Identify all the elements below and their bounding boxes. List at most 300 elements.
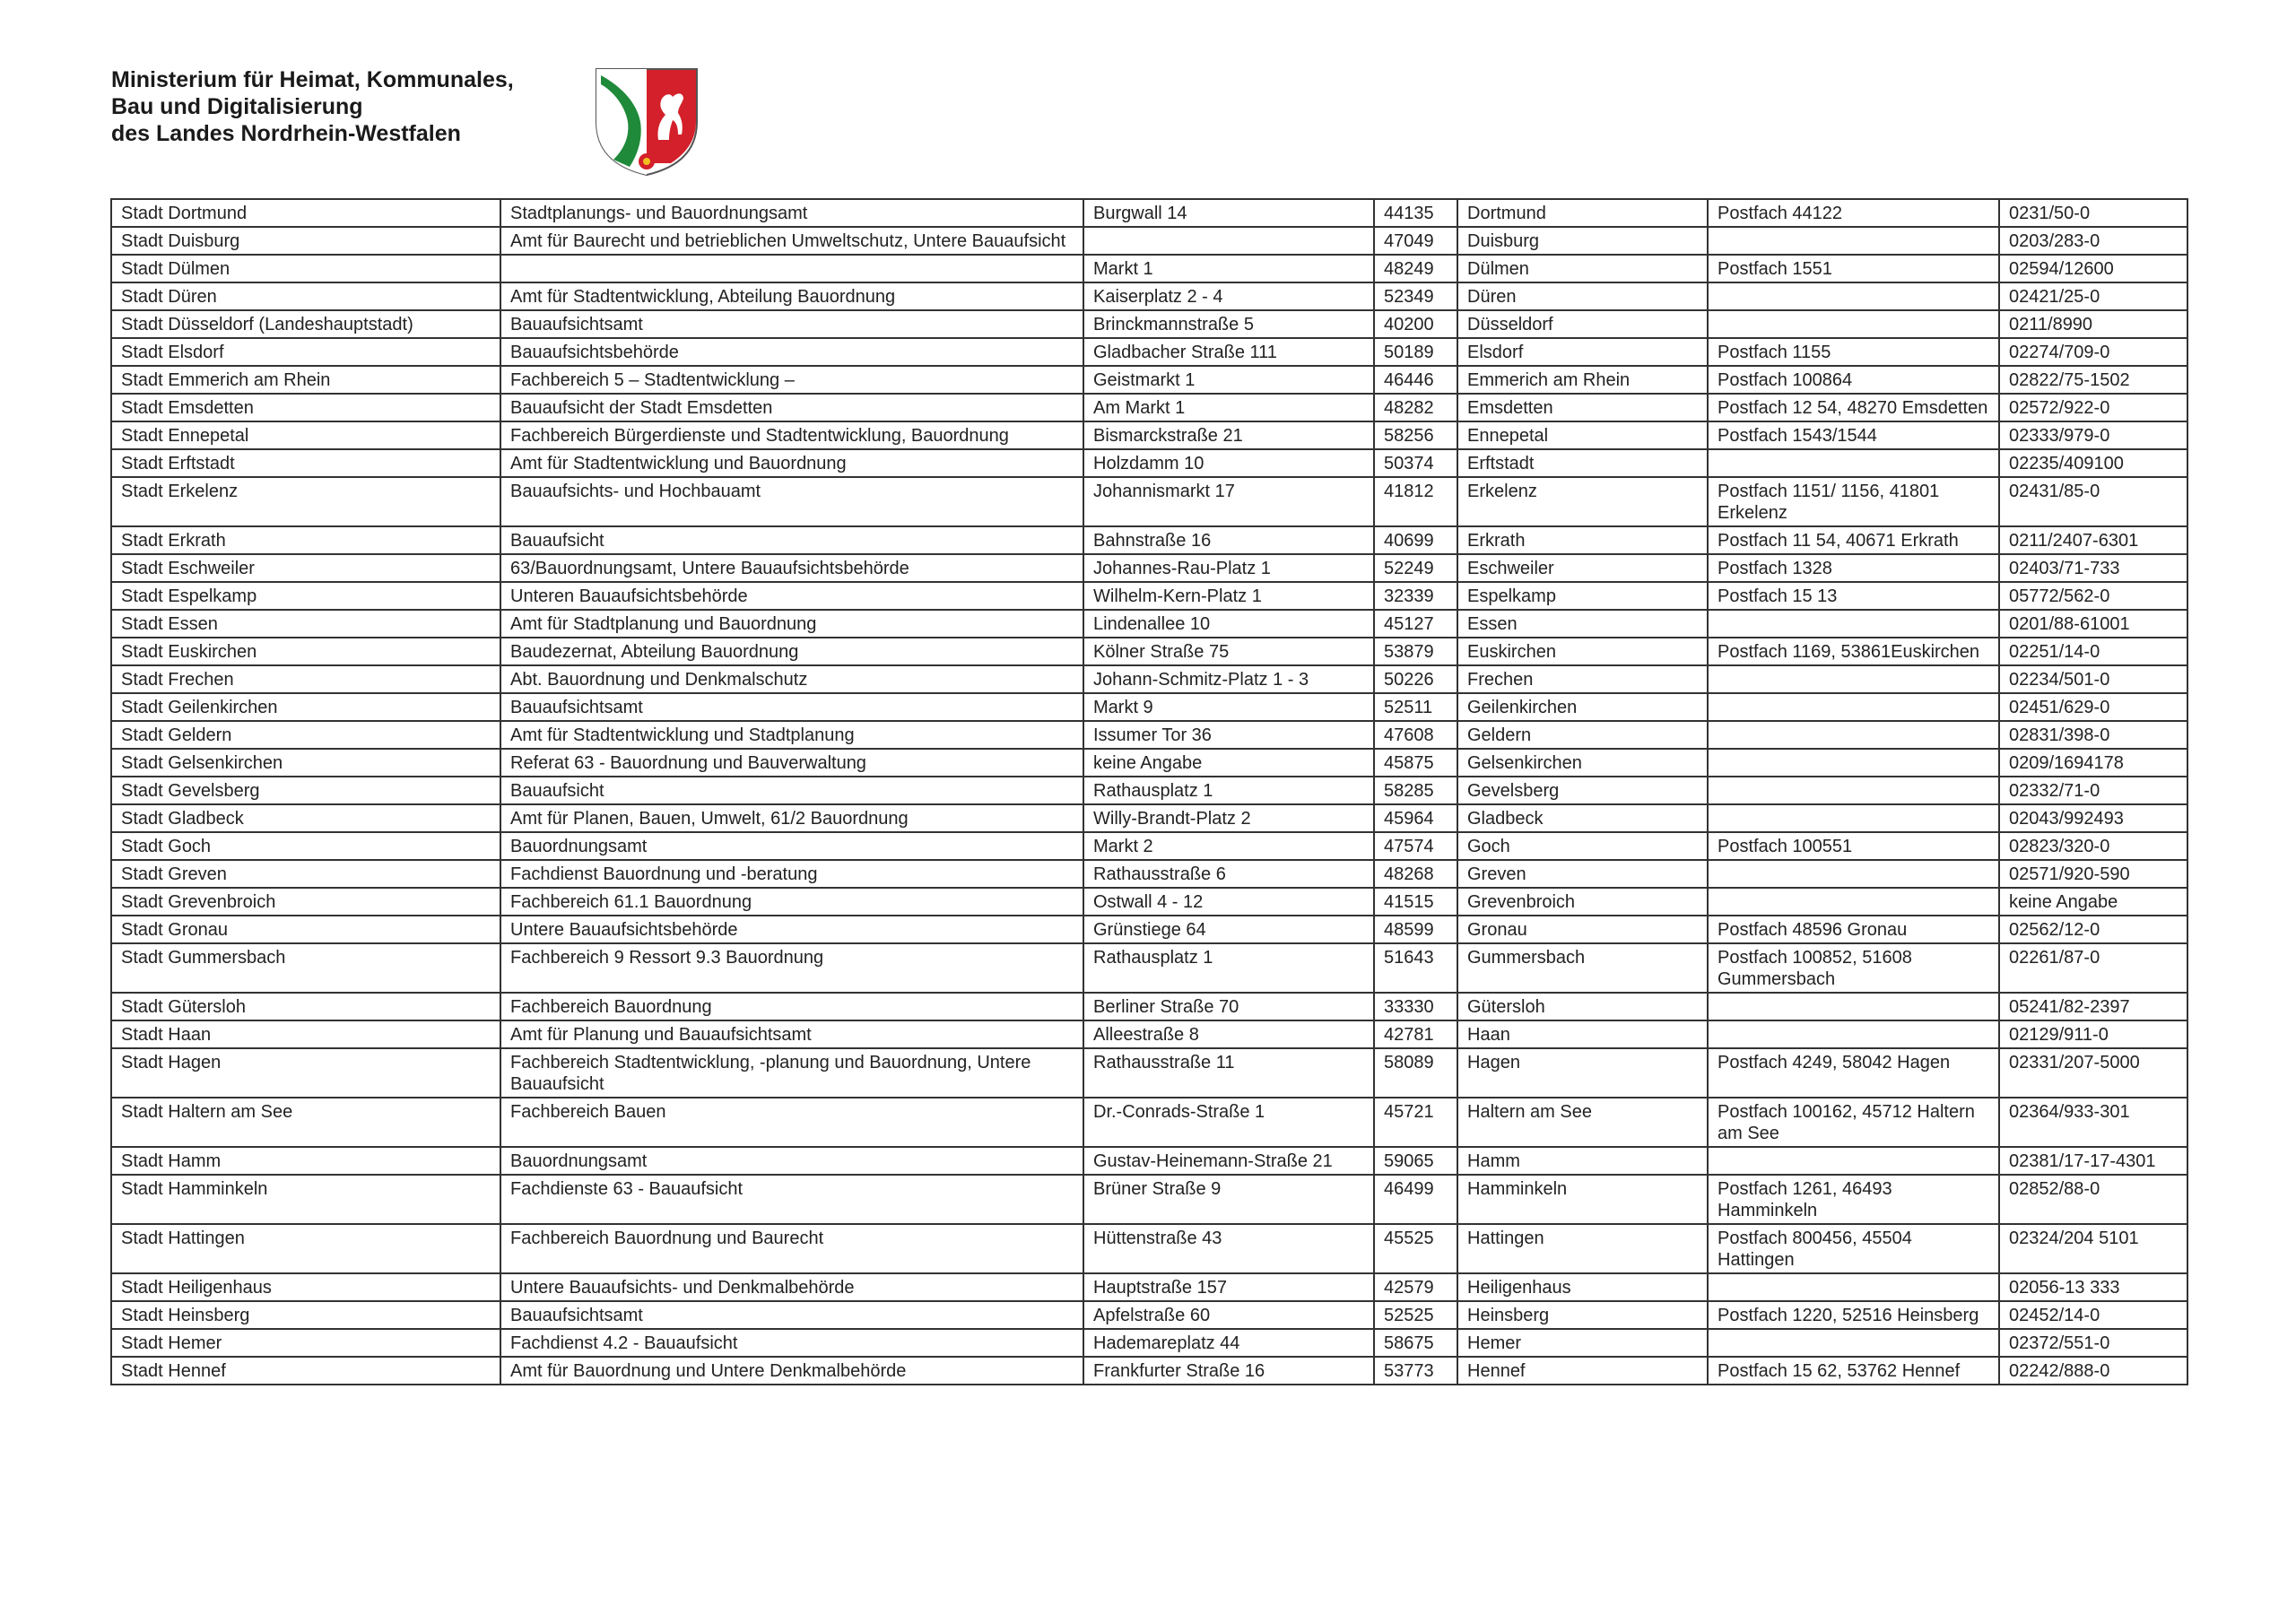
city-cell: Stadt Erftstadt: [111, 449, 500, 477]
ministry-name-line-2: Bau und Digitalisierung: [111, 94, 363, 119]
department-cell: Fachbereich Bürgerdienste und Stadtentwicklung, Bauordnung: [500, 421, 1083, 449]
town-cell: Duisburg: [1457, 227, 1708, 255]
table-row: [111, 832, 2187, 860]
street-cell: Rathausplatz 1: [1083, 777, 1374, 804]
postbox-cell: [1708, 804, 1999, 832]
postbox-cell: [1708, 610, 1999, 638]
postbox-cell: Postfach 44122: [1708, 199, 1999, 227]
town-cell: Gronau: [1457, 916, 1708, 943]
table-row: [111, 693, 2187, 721]
town-cell: Erkrath: [1457, 526, 1708, 554]
table-row: [111, 255, 2187, 282]
department-cell: Amt für Baurecht und betrieblichen Umweltschutz, Untere Bauaufsicht: [500, 227, 1083, 255]
city-cell: Stadt Duisburg: [111, 227, 500, 255]
street-cell: Lindenallee 10: [1083, 610, 1374, 638]
department-cell: Amt für Planen, Bauen, Umwelt, 61/2 Bauordnung: [500, 804, 1083, 832]
street-cell: Berliner Straße 70: [1083, 993, 1374, 1020]
town-cell: Erftstadt: [1457, 449, 1708, 477]
postal-code-cell: 33330: [1374, 993, 1457, 1020]
phone-cell: 02572/922-0: [1999, 394, 2187, 421]
nrw-coat-of-arms-icon: [594, 66, 700, 178]
postbox-cell: Postfach 4249, 58042 Hagen: [1708, 1048, 1999, 1098]
postal-code-cell: 46446: [1374, 366, 1457, 394]
table-row: [111, 554, 2187, 582]
town-cell: Gevelsberg: [1457, 777, 1708, 804]
table-row: [111, 394, 2187, 421]
table-row: [111, 749, 2187, 777]
postbox-cell: [1708, 310, 1999, 338]
department-cell: Bauaufsicht: [500, 777, 1083, 804]
postbox-cell: Postfach 1169, 53861Euskirchen: [1708, 638, 1999, 665]
table-row: [111, 366, 2187, 394]
postal-code-cell: 42579: [1374, 1273, 1457, 1301]
city-cell: Stadt Gelsenkirchen: [111, 749, 500, 777]
street-cell: Willy-Brandt-Platz 2: [1083, 804, 1374, 832]
table-row: [111, 804, 2187, 832]
department-cell: Untere Bauaufsichtsbehörde: [500, 916, 1083, 943]
postbox-cell: [1708, 1273, 1999, 1301]
city-cell: Stadt Haan: [111, 1020, 500, 1048]
town-cell: Haltern am See: [1457, 1098, 1708, 1147]
postal-code-cell: 41812: [1374, 477, 1457, 526]
city-cell: Stadt Erkrath: [111, 526, 500, 554]
department-cell: Amt für Stadtplanung und Bauordnung: [500, 610, 1083, 638]
phone-cell: 02332/71-0: [1999, 777, 2187, 804]
town-cell: Dortmund: [1457, 199, 1708, 227]
phone-cell: 02234/501-0: [1999, 665, 2187, 693]
table-row: [111, 199, 2187, 227]
department-cell: Bauaufsichtsamt: [500, 310, 1083, 338]
town-cell: Grevenbroich: [1457, 888, 1708, 916]
street-cell: Bahnstraße 16: [1083, 526, 1374, 554]
postal-code-cell: 41515: [1374, 888, 1457, 916]
postbox-cell: Postfach 12 54, 48270 Emsdetten: [1708, 394, 1999, 421]
postbox-cell: [1708, 1329, 1999, 1357]
department-cell: Untere Bauaufsichts- und Denkmalbehörde: [500, 1273, 1083, 1301]
phone-cell: 05772/562-0: [1999, 582, 2187, 610]
table-row: [111, 665, 2187, 693]
postal-code-cell: 47574: [1374, 832, 1457, 860]
town-cell: Ennepetal: [1457, 421, 1708, 449]
phone-cell: 02571/920-590: [1999, 860, 2187, 888]
street-cell: Gustav-Heinemann-Straße 21: [1083, 1147, 1374, 1175]
city-cell: Stadt Ennepetal: [111, 421, 500, 449]
postal-code-cell: 50374: [1374, 449, 1457, 477]
phone-cell: 02333/979-0: [1999, 421, 2187, 449]
street-cell: Markt 1: [1083, 255, 1374, 282]
street-cell: Markt 2: [1083, 832, 1374, 860]
street-cell: Geistmarkt 1: [1083, 366, 1374, 394]
table-row: [111, 721, 2187, 749]
table-row: [111, 610, 2187, 638]
street-cell: Hademareplatz 44: [1083, 1329, 1374, 1357]
department-cell: Fachbereich Bauordnung: [500, 993, 1083, 1020]
phone-cell: keine Angabe: [1999, 888, 2187, 916]
city-cell: Stadt Gevelsberg: [111, 777, 500, 804]
street-cell: Alleestraße 8: [1083, 1020, 1374, 1048]
postbox-cell: Postfach 15 62, 53762 Hennef: [1708, 1357, 1999, 1385]
phone-cell: 02251/14-0: [1999, 638, 2187, 665]
phone-cell: 02324/204 5101: [1999, 1224, 2187, 1273]
table-row: [111, 310, 2187, 338]
phone-cell: 02852/88-0: [1999, 1175, 2187, 1224]
city-cell: Stadt Goch: [111, 832, 500, 860]
table-row: [111, 1175, 2187, 1224]
city-cell: Stadt Hamminkeln: [111, 1175, 500, 1224]
city-cell: Stadt Hagen: [111, 1048, 500, 1098]
postbox-cell: Postfach 11 54, 40671 Erkrath: [1708, 526, 1999, 554]
department-cell: Abt. Bauordnung und Denkmalschutz: [500, 665, 1083, 693]
phone-cell: 02822/75-1502: [1999, 366, 2187, 394]
postal-code-cell: 58089: [1374, 1048, 1457, 1098]
department-cell: Fachdienst Bauordnung und -beratung: [500, 860, 1083, 888]
building-authority-directory-table: [110, 198, 2188, 1385]
city-cell: Stadt Hennef: [111, 1357, 500, 1385]
department-cell: Bauaufsichtsamt: [500, 693, 1083, 721]
city-cell: Stadt Emmerich am Rhein: [111, 366, 500, 394]
town-cell: Heinsberg: [1457, 1301, 1708, 1329]
street-cell: Holzdamm 10: [1083, 449, 1374, 477]
town-cell: Gelsenkirchen: [1457, 749, 1708, 777]
department-cell: Fachbereich Bauordnung und Baurecht: [500, 1224, 1083, 1273]
street-cell: Ostwall 4 - 12: [1083, 888, 1374, 916]
phone-cell: 02331/207-5000: [1999, 1048, 2187, 1098]
street-cell: Hüttenstraße 43: [1083, 1224, 1374, 1273]
table-row: [111, 282, 2187, 310]
town-cell: Hattingen: [1457, 1224, 1708, 1273]
table-row: [111, 777, 2187, 804]
postal-code-cell: 50189: [1374, 338, 1457, 366]
postbox-cell: Postfach 100864: [1708, 366, 1999, 394]
phone-cell: 02381/17-17-4301: [1999, 1147, 2187, 1175]
postbox-cell: [1708, 888, 1999, 916]
postbox-cell: [1708, 749, 1999, 777]
postbox-cell: Postfach 1551: [1708, 255, 1999, 282]
postal-code-cell: 42781: [1374, 1020, 1457, 1048]
town-cell: Greven: [1457, 860, 1708, 888]
table-row: [111, 1329, 2187, 1357]
department-cell: Fachbereich Bauen: [500, 1098, 1083, 1147]
postbox-cell: Postfach 1328: [1708, 554, 1999, 582]
department-cell: Unteren Bauaufsichtsbehörde: [500, 582, 1083, 610]
postbox-cell: [1708, 777, 1999, 804]
table-row: [111, 943, 2187, 993]
department-cell: 63/Bauordnungsamt, Untere Bauaufsichtsbehörde: [500, 554, 1083, 582]
postal-code-cell: 50226: [1374, 665, 1457, 693]
table-row: [111, 1301, 2187, 1329]
phone-cell: 02451/629-0: [1999, 693, 2187, 721]
postal-code-cell: 52511: [1374, 693, 1457, 721]
city-cell: Stadt Dülmen: [111, 255, 500, 282]
department-cell: Bauordnungsamt: [500, 832, 1083, 860]
city-cell: Stadt Emsdetten: [111, 394, 500, 421]
street-cell: Gladbacher Straße 111: [1083, 338, 1374, 366]
department-cell: Bauaufsichtsamt: [500, 1301, 1083, 1329]
table-row: [111, 227, 2187, 255]
postbox-cell: [1708, 282, 1999, 310]
department-cell: Bauaufsicht der Stadt Emsdetten: [500, 394, 1083, 421]
street-cell: [1083, 227, 1374, 255]
town-cell: Gladbeck: [1457, 804, 1708, 832]
town-cell: Düren: [1457, 282, 1708, 310]
phone-cell: 02274/709-0: [1999, 338, 2187, 366]
street-cell: Kaiserplatz 2 - 4: [1083, 282, 1374, 310]
postal-code-cell: 51643: [1374, 943, 1457, 993]
table-row: [111, 1224, 2187, 1273]
town-cell: Düsseldorf: [1457, 310, 1708, 338]
postbox-cell: Postfach 1543/1544: [1708, 421, 1999, 449]
postal-code-cell: 40200: [1374, 310, 1457, 338]
postbox-cell: Postfach 1261, 46493 Hamminkeln: [1708, 1175, 1999, 1224]
town-cell: Emmerich am Rhein: [1457, 366, 1708, 394]
postal-code-cell: 45964: [1374, 804, 1457, 832]
postal-code-cell: 48268: [1374, 860, 1457, 888]
phone-cell: 02129/911-0: [1999, 1020, 2187, 1048]
department-cell: Amt für Stadtentwicklung, Abteilung Bauordnung: [500, 282, 1083, 310]
city-cell: Stadt Gronau: [111, 916, 500, 943]
town-cell: Emsdetten: [1457, 394, 1708, 421]
town-cell: Hamm: [1457, 1147, 1708, 1175]
department-cell: Fachbereich Stadtentwicklung, -planung und Bauordnung, Untere Bauaufsicht: [500, 1048, 1083, 1098]
city-cell: Stadt Gummersbach: [111, 943, 500, 993]
town-cell: Geldern: [1457, 721, 1708, 749]
table-row: [111, 1048, 2187, 1098]
postbox-cell: Postfach 800456, 45504 Hattingen: [1708, 1224, 1999, 1273]
city-cell: Stadt Frechen: [111, 665, 500, 693]
postal-code-cell: 48282: [1374, 394, 1457, 421]
phone-cell: 02364/933-301: [1999, 1098, 2187, 1147]
city-cell: Stadt Düren: [111, 282, 500, 310]
table-row: [111, 477, 2187, 526]
postbox-cell: [1708, 1147, 1999, 1175]
street-cell: Brüner Straße 9: [1083, 1175, 1374, 1224]
town-cell: Hamminkeln: [1457, 1175, 1708, 1224]
postbox-cell: [1708, 449, 1999, 477]
postbox-cell: Postfach 1155: [1708, 338, 1999, 366]
department-cell: Bauaufsichtsbehörde: [500, 338, 1083, 366]
table-row: [111, 888, 2187, 916]
town-cell: Dülmen: [1457, 255, 1708, 282]
department-cell: Fachdienste 63 - Bauaufsicht: [500, 1175, 1083, 1224]
department-cell: Baudezernat, Abteilung Bauordnung: [500, 638, 1083, 665]
postal-code-cell: 46499: [1374, 1175, 1457, 1224]
phone-cell: 0211/2407-6301: [1999, 526, 2187, 554]
postal-code-cell: 52249: [1374, 554, 1457, 582]
postal-code-cell: 58675: [1374, 1329, 1457, 1357]
postal-code-cell: 58256: [1374, 421, 1457, 449]
postal-code-cell: 45875: [1374, 749, 1457, 777]
postbox-cell: [1708, 227, 1999, 255]
town-cell: Hagen: [1457, 1048, 1708, 1098]
town-cell: Heiligenhaus: [1457, 1273, 1708, 1301]
postal-code-cell: 53773: [1374, 1357, 1457, 1385]
city-cell: Stadt Hattingen: [111, 1224, 500, 1273]
department-cell: Stadtplanungs- und Bauordnungsamt: [500, 199, 1083, 227]
phone-cell: 0231/50-0: [1999, 199, 2187, 227]
postbox-cell: Postfach 15 13: [1708, 582, 1999, 610]
phone-cell: 02056-13 333: [1999, 1273, 2187, 1301]
postal-code-cell: 52525: [1374, 1301, 1457, 1329]
postal-code-cell: 48599: [1374, 916, 1457, 943]
town-cell: Elsdorf: [1457, 338, 1708, 366]
table-row: [111, 993, 2187, 1020]
postal-code-cell: 45525: [1374, 1224, 1457, 1273]
postal-code-cell: 45721: [1374, 1098, 1457, 1147]
phone-cell: 02452/14-0: [1999, 1301, 2187, 1329]
postbox-cell: [1708, 860, 1999, 888]
city-cell: Stadt Hamm: [111, 1147, 500, 1175]
street-cell: Markt 9: [1083, 693, 1374, 721]
town-cell: Espelkamp: [1457, 582, 1708, 610]
phone-cell: 02403/71-733: [1999, 554, 2187, 582]
postal-code-cell: 58285: [1374, 777, 1457, 804]
phone-cell: 02831/398-0: [1999, 721, 2187, 749]
table-row: [111, 338, 2187, 366]
postbox-cell: [1708, 993, 1999, 1020]
postbox-cell: [1708, 693, 1999, 721]
city-cell: Stadt Geldern: [111, 721, 500, 749]
street-cell: Kölner Straße 75: [1083, 638, 1374, 665]
department-cell: Referat 63 - Bauordnung und Bauverwaltung: [500, 749, 1083, 777]
phone-cell: 05241/82-2397: [1999, 993, 2187, 1020]
table-row: [111, 638, 2187, 665]
ministry-name-line-1: Ministerium für Heimat, Kommunales,: [111, 67, 514, 92]
city-cell: Stadt Heiligenhaus: [111, 1273, 500, 1301]
phone-cell: 0203/283-0: [1999, 227, 2187, 255]
street-cell: Bismarckstraße 21: [1083, 421, 1374, 449]
street-cell: Frankfurter Straße 16: [1083, 1357, 1374, 1385]
city-cell: Stadt Dortmund: [111, 199, 500, 227]
phone-cell: 02261/87-0: [1999, 943, 2187, 993]
table-row: [111, 860, 2187, 888]
department-cell: Amt für Bauordnung und Untere Denkmalbehörde: [500, 1357, 1083, 1385]
city-cell: Stadt Haltern am See: [111, 1098, 500, 1147]
phone-cell: 02823/320-0: [1999, 832, 2187, 860]
city-cell: Stadt Gütersloh: [111, 993, 500, 1020]
postal-code-cell: 48249: [1374, 255, 1457, 282]
town-cell: Frechen: [1457, 665, 1708, 693]
phone-cell: 02242/888-0: [1999, 1357, 2187, 1385]
table-row: [111, 1357, 2187, 1385]
table-row: [111, 1020, 2187, 1048]
street-cell: Wilhelm-Kern-Platz 1: [1083, 582, 1374, 610]
department-cell: Amt für Stadtentwicklung und Bauordnung: [500, 449, 1083, 477]
town-cell: Eschweiler: [1457, 554, 1708, 582]
town-cell: Haan: [1457, 1020, 1708, 1048]
phone-cell: 02431/85-0: [1999, 477, 2187, 526]
street-cell: Johann-Schmitz-Platz 1 - 3: [1083, 665, 1374, 693]
phone-cell: 0201/88-61001: [1999, 610, 2187, 638]
postal-code-cell: 32339: [1374, 582, 1457, 610]
department-cell: Amt für Stadtentwicklung und Stadtplanung: [500, 721, 1083, 749]
department-cell: Amt für Planung und Bauaufsichtsamt: [500, 1020, 1083, 1048]
street-cell: Issumer Tor 36: [1083, 721, 1374, 749]
city-cell: Stadt Elsdorf: [111, 338, 500, 366]
phone-cell: 02562/12-0: [1999, 916, 2187, 943]
department-cell: Fachdienst 4.2 - Bauaufsicht: [500, 1329, 1083, 1357]
town-cell: Hennef: [1457, 1357, 1708, 1385]
postbox-cell: [1708, 665, 1999, 693]
city-cell: Stadt Greven: [111, 860, 500, 888]
table-row: [111, 916, 2187, 943]
department-cell: Fachbereich 9 Ressort 9.3 Bauordnung: [500, 943, 1083, 993]
street-cell: Johannismarkt 17: [1083, 477, 1374, 526]
postbox-cell: Postfach 100551: [1708, 832, 1999, 860]
street-cell: Rathausstraße 6: [1083, 860, 1374, 888]
street-cell: Apfelstraße 60: [1083, 1301, 1374, 1329]
table-row: [111, 449, 2187, 477]
city-cell: Stadt Espelkamp: [111, 582, 500, 610]
town-cell: Gütersloh: [1457, 993, 1708, 1020]
table-row: [111, 526, 2187, 554]
department-cell: [500, 255, 1083, 282]
postal-code-cell: 52349: [1374, 282, 1457, 310]
phone-cell: 02235/409100: [1999, 449, 2187, 477]
town-cell: Gummersbach: [1457, 943, 1708, 993]
table-row: [111, 1147, 2187, 1175]
street-cell: Rathausplatz 1: [1083, 943, 1374, 993]
town-cell: Geilenkirchen: [1457, 693, 1708, 721]
city-cell: Stadt Gladbeck: [111, 804, 500, 832]
street-cell: Rathausstraße 11: [1083, 1048, 1374, 1098]
phone-cell: 02043/992493: [1999, 804, 2187, 832]
street-cell: Hauptstraße 157: [1083, 1273, 1374, 1301]
postal-code-cell: 45127: [1374, 610, 1457, 638]
street-cell: Grünstiege 64: [1083, 916, 1374, 943]
street-cell: Am Markt 1: [1083, 394, 1374, 421]
postal-code-cell: 47608: [1374, 721, 1457, 749]
town-cell: Essen: [1457, 610, 1708, 638]
town-cell: Goch: [1457, 832, 1708, 860]
phone-cell: 0209/1694178: [1999, 749, 2187, 777]
city-cell: Stadt Grevenbroich: [111, 888, 500, 916]
postbox-cell: Postfach 1220, 52516 Heinsberg: [1708, 1301, 1999, 1329]
postal-code-cell: 44135: [1374, 199, 1457, 227]
table-row: [111, 421, 2187, 449]
department-cell: Bauordnungsamt: [500, 1147, 1083, 1175]
postbox-cell: [1708, 721, 1999, 749]
street-cell: Brinckmannstraße 5: [1083, 310, 1374, 338]
postal-code-cell: 40699: [1374, 526, 1457, 554]
street-cell: Dr.-Conrads-Straße 1: [1083, 1098, 1374, 1147]
department-cell: Bauaufsicht: [500, 526, 1083, 554]
street-cell: keine Angabe: [1083, 749, 1374, 777]
department-cell: Fachbereich 5 – Stadtentwicklung –: [500, 366, 1083, 394]
town-cell: Euskirchen: [1457, 638, 1708, 665]
ministry-name-line-3: des Landes Nordrhein-Westfalen: [111, 121, 461, 146]
postbox-cell: Postfach 48596 Gronau: [1708, 916, 1999, 943]
department-cell: Fachbereich 61.1 Bauordnung: [500, 888, 1083, 916]
street-cell: Burgwall 14: [1083, 199, 1374, 227]
department-cell: Bauaufsichts- und Hochbauamt: [500, 477, 1083, 526]
city-cell: Stadt Erkelenz: [111, 477, 500, 526]
table-row: [111, 1273, 2187, 1301]
phone-cell: 02594/12600: [1999, 255, 2187, 282]
postal-code-cell: 59065: [1374, 1147, 1457, 1175]
city-cell: Stadt Euskirchen: [111, 638, 500, 665]
city-cell: Stadt Eschweiler: [111, 554, 500, 582]
town-cell: Hemer: [1457, 1329, 1708, 1357]
postbox-cell: Postfach 100852, 51608 Gummersbach: [1708, 943, 1999, 993]
table-row: [111, 1098, 2187, 1147]
phone-cell: 02372/551-0: [1999, 1329, 2187, 1357]
postbox-cell: [1708, 1020, 1999, 1048]
postal-code-cell: 47049: [1374, 227, 1457, 255]
city-cell: Stadt Essen: [111, 610, 500, 638]
city-cell: Stadt Hemer: [111, 1329, 500, 1357]
town-cell: Erkelenz: [1457, 477, 1708, 526]
postbox-cell: Postfach 100162, 45712 Haltern am See: [1708, 1098, 1999, 1147]
